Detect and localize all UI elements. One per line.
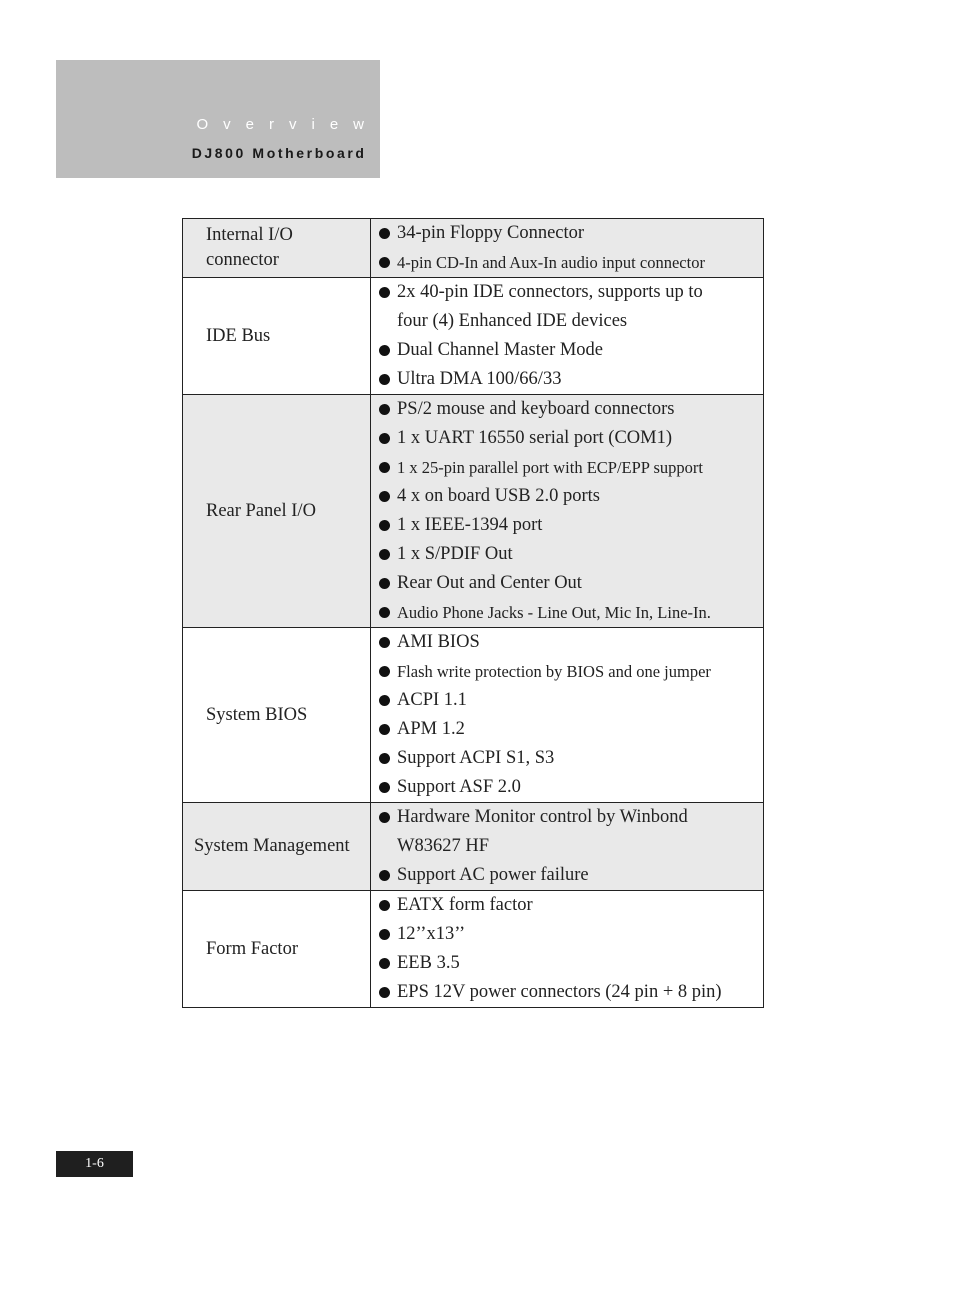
- spec-item-list: [371, 278, 763, 394]
- spec-label-cell: [183, 219, 371, 278]
- spec-label: IDE Bus: [206, 325, 271, 346]
- spec-label-cell: [183, 395, 371, 628]
- spec-item: [371, 248, 763, 277]
- spec-item: [371, 686, 763, 715]
- spec-item-text: EPS 12V power connectors (24 pin + 8 pin): [397, 982, 722, 1002]
- spec-item-text: 1 x 25-pin parallel port with ECP/EPP support: [397, 458, 703, 477]
- spec-item-text: 1 x S/PDIF Out: [397, 544, 513, 564]
- spec-item-text: 2x 40-pin IDE connectors, supports up to: [397, 282, 703, 302]
- spec-item: [371, 365, 763, 394]
- spec-label: Internal I/O connector: [206, 225, 293, 270]
- chapter-header: [56, 60, 380, 178]
- bullet-icon: [379, 607, 390, 618]
- spec-item-continuation: W83627 HF: [397, 836, 489, 856]
- product-name: DJ800 Motherboard: [191, 145, 367, 161]
- spec-item-list: [371, 628, 763, 802]
- spec-item-list: [371, 891, 763, 1007]
- spec-item: [371, 336, 763, 365]
- spec-item-text: EEB 3.5: [397, 953, 460, 973]
- bullet-icon: [379, 345, 390, 356]
- page-number: 1-6: [56, 1151, 133, 1177]
- spec-item-list: [371, 395, 763, 627]
- section-title: Overview: [196, 116, 379, 133]
- bullet-icon: [379, 870, 390, 881]
- bullet-icon: [379, 520, 390, 531]
- spec-items-cell: [371, 803, 764, 891]
- bullet-icon: [379, 812, 390, 823]
- spec-item: [371, 803, 763, 832]
- spec-item: [371, 744, 763, 773]
- spec-item: [371, 628, 763, 657]
- spec-row: [183, 278, 764, 395]
- spec-item: [371, 482, 763, 511]
- spec-items-cell: [371, 219, 764, 278]
- bullet-icon: [379, 987, 390, 998]
- spec-item: [371, 219, 763, 248]
- bullet-icon: [379, 724, 390, 735]
- spec-item: [371, 657, 763, 686]
- spec-item-text: PS/2 mouse and keyboard connectors: [397, 399, 675, 419]
- bullet-icon: [379, 257, 390, 268]
- spec-row: [183, 219, 764, 278]
- spec-item-text: Dual Channel Master Mode: [397, 340, 604, 360]
- spec-item-text: Flash write protection by BIOS and one jumper: [397, 662, 711, 681]
- spec-item-list: [371, 803, 763, 890]
- spec-label-cell: [183, 628, 371, 803]
- spec-item-text: AMI BIOS: [397, 632, 480, 652]
- spec-item: [371, 920, 763, 949]
- spec-item-text: 34-pin Floppy Connector: [397, 223, 585, 243]
- spec-item: [371, 424, 763, 453]
- spec-item-text: EATX form factor: [397, 895, 533, 915]
- bullet-icon: [379, 637, 390, 648]
- bullet-icon: [379, 782, 390, 793]
- bullet-icon: [379, 287, 390, 298]
- spec-item-text: 1 x IEEE-1394 port: [397, 515, 543, 535]
- spec-label: Form Factor: [206, 938, 298, 959]
- bullet-icon: [379, 228, 390, 239]
- bullet-icon: [379, 958, 390, 969]
- spec-item: [371, 540, 763, 569]
- spec-item: [371, 861, 763, 890]
- spec-item: [371, 949, 763, 978]
- spec-item: [371, 569, 763, 598]
- spec-label: Rear Panel I/O: [206, 500, 316, 521]
- bullet-icon: [379, 491, 390, 502]
- spec-item-list: [371, 219, 763, 277]
- spec-label-cell: [183, 803, 371, 891]
- spec-items-cell: [371, 278, 764, 395]
- spec-item: [371, 511, 763, 540]
- spec-item: [371, 978, 763, 1007]
- spec-label-cell: [183, 278, 371, 395]
- spec-item-continuation: four (4) Enhanced IDE devices: [397, 311, 628, 331]
- spec-row: [183, 628, 764, 803]
- spec-item: [371, 715, 763, 744]
- spec-item-text: Support ASF 2.0: [397, 777, 521, 797]
- spec-items-cell: [371, 395, 764, 628]
- spec-item-text: APM 1.2: [397, 719, 465, 739]
- bullet-icon: [379, 549, 390, 560]
- spec-item-text: 4-pin CD-In and Aux-In audio input connector: [397, 253, 705, 272]
- spec-items-cell: [371, 628, 764, 803]
- bullet-icon: [379, 666, 390, 677]
- spec-row: [183, 803, 764, 891]
- bullet-icon: [379, 433, 390, 444]
- spec-item-text: Ultra DMA 100/66/33: [397, 369, 562, 389]
- bullet-icon: [379, 900, 390, 911]
- spec-item-text: Support AC power failure: [397, 865, 589, 885]
- spec-items-cell: [371, 891, 764, 1008]
- spec-item: [371, 891, 763, 920]
- spec-item-text: Support ACPI S1, S3: [397, 748, 555, 768]
- spec-item-text: 4 x on board USB 2.0 ports: [397, 486, 600, 506]
- spec-item: [371, 598, 763, 627]
- bullet-icon: [379, 929, 390, 940]
- spec-item-text: ACPI 1.1: [397, 690, 467, 710]
- spec-item: [371, 453, 763, 482]
- bullet-icon: [379, 753, 390, 764]
- spec-item-text: Audio Phone Jacks - Line Out, Mic In, Line-In.: [397, 603, 711, 622]
- spec-item-text: 1 x UART 16550 serial port (COM1): [397, 428, 672, 448]
- spec-row: [183, 891, 764, 1008]
- spec-item-text: Rear Out and Center Out: [397, 573, 582, 593]
- bullet-icon: [379, 462, 390, 473]
- spec-item: [371, 395, 763, 424]
- bullet-icon: [379, 578, 390, 589]
- spec-label: System Management: [194, 836, 350, 856]
- spec-label: System BIOS: [206, 704, 308, 725]
- bullet-icon: [379, 404, 390, 415]
- spec-item: [371, 278, 763, 307]
- spec-item-text: 12’’x13’’: [397, 924, 466, 944]
- bullet-icon: [379, 374, 390, 385]
- specification-table: [182, 218, 764, 1008]
- spec-row: [183, 395, 764, 628]
- bullet-icon: [379, 695, 390, 706]
- spec-item: [371, 773, 763, 802]
- spec-item-text: Hardware Monitor control by Winbond: [397, 807, 688, 827]
- spec-label-cell: [183, 891, 371, 1008]
